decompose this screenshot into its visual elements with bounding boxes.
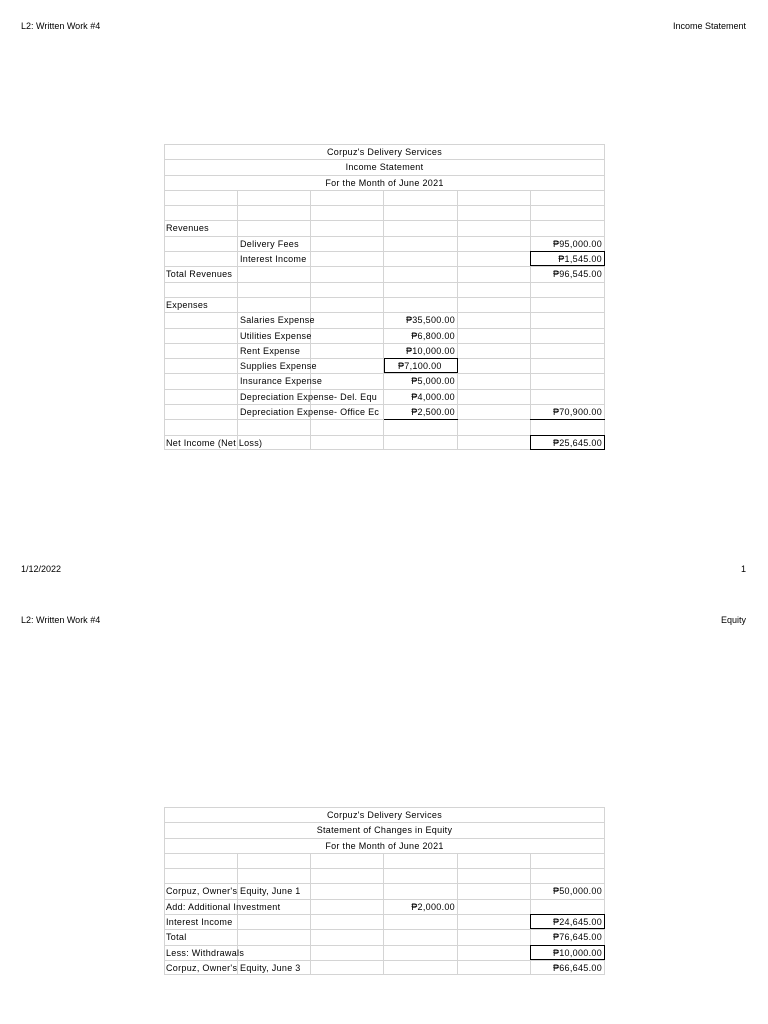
add-investment-label: Add: Additional Investment bbox=[166, 901, 281, 912]
expense-value: ₱35,500.00 bbox=[405, 315, 455, 326]
table-row bbox=[164, 389, 605, 404]
add-investment-value: ₱2,000.00 bbox=[411, 901, 455, 912]
table-row bbox=[164, 358, 605, 373]
opening-equity-value: ₱50,000.00 bbox=[552, 886, 602, 897]
table-row bbox=[164, 312, 605, 327]
table-row bbox=[164, 343, 605, 358]
title-row bbox=[164, 175, 605, 190]
expense-label: Depreciation Expense- Del. Equ bbox=[240, 391, 378, 402]
expenses-header-row bbox=[164, 297, 605, 312]
page1-footer-left: 1/12/2022 bbox=[21, 564, 62, 574]
table-row bbox=[164, 914, 605, 929]
table-row bbox=[164, 883, 605, 898]
value-box bbox=[530, 945, 605, 960]
expense-label: Rent Expense bbox=[240, 345, 301, 356]
table-row bbox=[164, 328, 605, 343]
statement-period: For the Month of June 2021 bbox=[325, 177, 444, 188]
table-row bbox=[164, 929, 605, 944]
table-row bbox=[164, 266, 605, 281]
value-box bbox=[530, 251, 605, 266]
blank-row bbox=[164, 190, 605, 205]
expense-value: ₱6,800.00 bbox=[411, 330, 455, 341]
net-income-label: Net Income (Net Loss) bbox=[166, 437, 263, 448]
table-row bbox=[164, 404, 605, 419]
delivery-fees-value: ₱95,000.00 bbox=[552, 238, 602, 249]
blank-row bbox=[164, 419, 605, 434]
withdrawals-label: Less: Withdrawals bbox=[166, 947, 245, 958]
company-name: Corpuz's Delivery Services bbox=[326, 147, 443, 157]
equity-statement-table bbox=[164, 807, 605, 975]
table-row bbox=[164, 899, 605, 914]
expense-label: Supplies Expense bbox=[240, 361, 317, 372]
table-row bbox=[164, 236, 605, 251]
interest-income-value: ₱1,545.00 bbox=[558, 254, 602, 265]
expense-label: Insurance Expense bbox=[240, 376, 323, 387]
closing-equity-label: Corpuz, Owner's Equity, June 3 bbox=[166, 962, 301, 973]
blank-row bbox=[164, 868, 605, 883]
expense-label: Utilities Expense bbox=[240, 330, 312, 341]
title-row bbox=[164, 838, 605, 853]
net-income-value: ₱25,645.00 bbox=[552, 437, 602, 448]
total-revenues-label: Total Revenues bbox=[166, 269, 233, 280]
title-row bbox=[164, 807, 605, 822]
net-income-row bbox=[164, 435, 605, 450]
expenses-label: Expenses bbox=[166, 299, 208, 310]
page1-header-right: Income Statement bbox=[672, 21, 746, 31]
blank-row bbox=[164, 282, 605, 297]
value-box bbox=[530, 435, 605, 450]
expense-label: Salaries Expense bbox=[240, 315, 315, 326]
underline bbox=[384, 419, 458, 420]
expense-label: Depreciation Expense- Office Ec bbox=[240, 407, 380, 418]
blank-row bbox=[164, 853, 605, 868]
total-expenses-value: ₱70,900.00 bbox=[552, 407, 602, 418]
page2-header-right: Equity bbox=[720, 615, 746, 625]
page1-footer-right: 1 bbox=[740, 564, 746, 574]
statement-period: For the Month of June 2021 bbox=[325, 840, 444, 851]
statement-title: Income Statement bbox=[345, 162, 424, 173]
total-value: ₱76,645.00 bbox=[552, 932, 602, 943]
opening-equity-label: Corpuz, Owner's Equity, June 1 bbox=[166, 886, 301, 897]
table-row bbox=[164, 960, 605, 975]
table-row bbox=[164, 373, 605, 388]
page2-header-left: L2: Written Work #4 bbox=[21, 615, 101, 625]
income-statement-table bbox=[164, 144, 605, 450]
value-box bbox=[530, 914, 605, 929]
expense-value: ₱7,100.00 bbox=[398, 361, 442, 372]
revenues-label: Revenues bbox=[166, 223, 209, 234]
total-label: Total bbox=[166, 932, 187, 943]
title-row bbox=[164, 159, 605, 174]
closing-equity-value: ₱66,645.00 bbox=[552, 962, 602, 973]
interest-income-label: Interest Income bbox=[166, 917, 233, 928]
title-row bbox=[164, 822, 605, 837]
value-box bbox=[384, 358, 458, 373]
table-row bbox=[164, 945, 605, 960]
expense-value: ₱2,500.00 bbox=[411, 407, 455, 418]
interest-income-label: Interest Income bbox=[240, 254, 307, 265]
title-row bbox=[164, 144, 605, 159]
page1-header-left: L2: Written Work #4 bbox=[21, 21, 101, 31]
blank-row bbox=[164, 205, 605, 220]
delivery-fees-label: Delivery Fees bbox=[240, 238, 299, 249]
withdrawals-value: ₱10,000.00 bbox=[552, 947, 602, 958]
revenues-header-row bbox=[164, 220, 605, 235]
total-revenues-value: ₱96,545.00 bbox=[552, 269, 602, 280]
interest-income-value: ₱24,645.00 bbox=[552, 917, 602, 928]
expense-value: ₱10,000.00 bbox=[405, 345, 455, 356]
expense-value: ₱4,000.00 bbox=[411, 391, 455, 402]
table-row bbox=[164, 251, 605, 266]
expense-value: ₱5,000.00 bbox=[411, 376, 455, 387]
underline bbox=[530, 419, 605, 420]
company-name: Corpuz's Delivery Services bbox=[326, 810, 443, 820]
statement-title: Statement of Changes in Equity bbox=[316, 825, 453, 836]
